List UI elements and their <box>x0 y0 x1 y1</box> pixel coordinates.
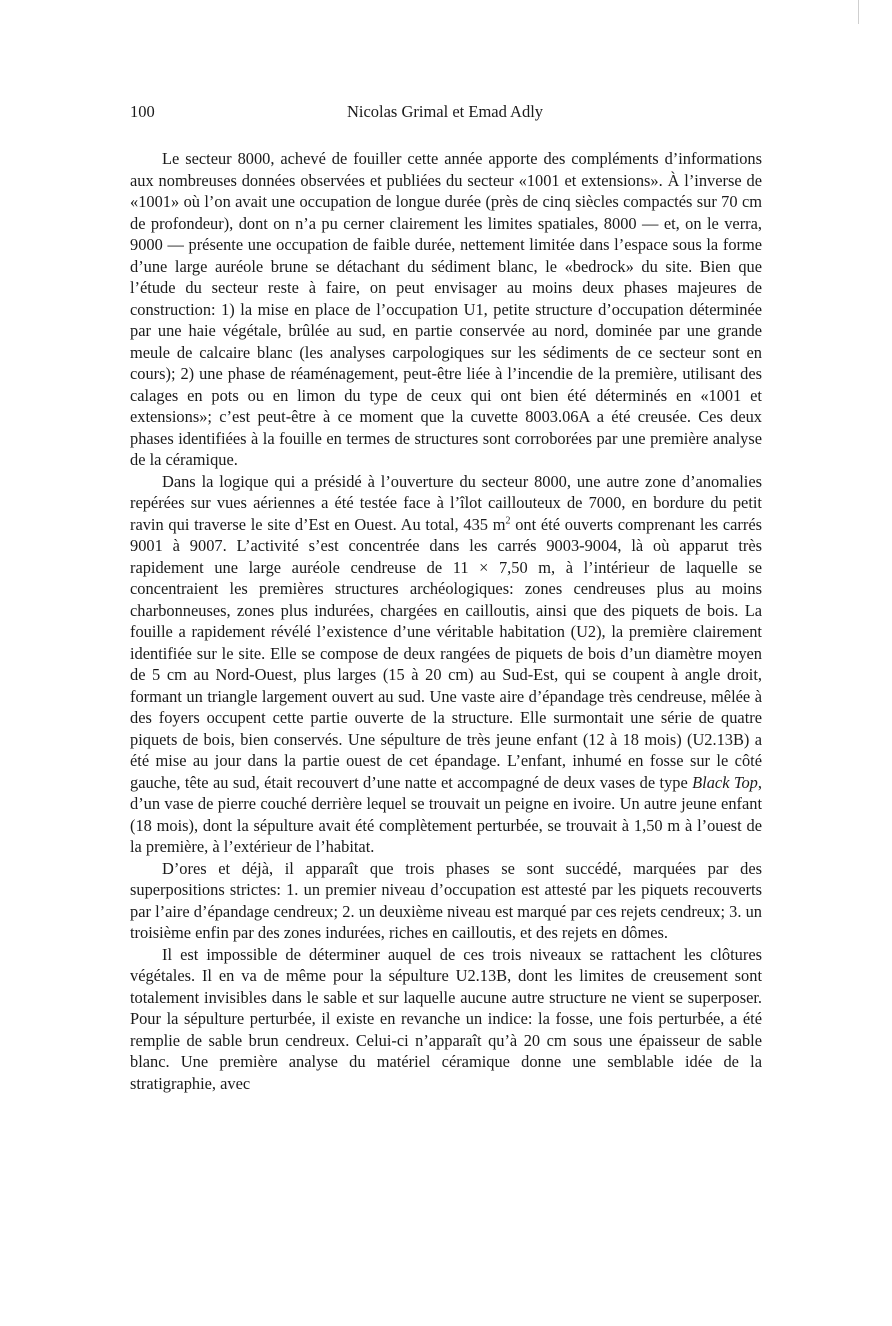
paragraph-4-text: Il est impossible de déterminer auquel de ces trois niveaux se rattachent les clôtures végétales. Il en va de même pour la sépulture U2.13B, dont les limites de creusement sont totalement invisibles dans le sable et sur laquelle aucune autre structure ne vient se superposer. Pour la sépulture perturbée, il existe en revanche un indice: la fosse, une fois perturbée, a été remplie de sable brun cendreux. Celui-ci n’apparaît qu’à 20 cm sous une épaisseur de sable blanc. Une première analyse du matériel céramique donne une semblable idée de la stratigraphie, avec <box>130 944 762 1093</box>
running-title: Nicolas Grimal et Emad Adly <box>346 102 544 121</box>
paragraph-1 <box>130 148 762 471</box>
paragraph-2-text-b: ont été ouverts comprenant les carrés 9001 à 9007. L’activité s’est concentrée dans les carrés 9003-9004, là où apparut très rapidement une large auréole cendreuse de 11 × 7,50 m, à l’intérieur de laquelle se concentraient les premières structures archéologiques: zones cendreuses plus au moins charbonneuses, zones plus indurées, chargées en cailloutis, ainsi que des piquets de bois. La fouille a rapidement révélé l’existence d’une véritable habitation (U2), la première clairement identifiée sur le site. Elle se compose de deux rangées de piquets de bois d’un diamètre moyen de 5 cm au Nord-Ouest, plus larges (15 à 20 cm) au Sud-Est, qui se coupent à angle droit, formant un triangle largement ouvert au sud. Une vaste aire d’épandage très cendreuse, mêlée à des foyers occupent cette partie ouverte de la structure. Elle surmontait une série de quatre piquets de bois, bien conservés. Une sépulture de très jeune enfant (12 à 18 mois) (U2.13B) a été mise au jour dans la partie ouest de cet épandage. L’enfant, inhumé en fosse sur le côté gauche, tête au sud, était recouvert d’une natte et accompagné de deux vases de type <box>130 514 762 792</box>
running-header <box>130 102 760 124</box>
paragraph-2 <box>130 471 762 858</box>
paragraph-2-text-c: , d’un vase de pierre couché derrière lequel se trouvait un peigne en ivoire. Un autre jeune enfant (18 mois), dont la sépulture avait été complètement perturbée, se trouvait à 1,50 m à l’ouest de la première, à l’extérieur de l’habitat. <box>130 772 762 856</box>
italic-term: Black Top <box>692 772 758 792</box>
body-text <box>130 148 762 1094</box>
paragraph-2-text-a: Dans la logique qui a présidé à l’ouverture du secteur 8000, une autre zone d’anomalies repérées sur vues aériennes a été testée face à l’îlot caillouteux de 7000, en bordure du petit ravin qui traverse le site d’Est en Ouest. Au total, 435 m <box>130 471 762 534</box>
paragraph-3-text: D’ores et déjà, il apparaît que trois phases se sont succédé, marquées par des superpositions strictes: 1. un premier niveau d’occupation est attesté par les piquets recouverts par l’aire d’épandage cendreux; 2. un deuxième niveau est marqué par ces rejets cendreux; 3. un troisième enfin par des zones indurées, riches en cailloutis, et des rejets en dômes. <box>130 858 762 942</box>
paragraph-1-text: Le secteur 8000, achevé de fouiller cette année apporte des compléments d’informations aux nombreuses données observées et publiées du secteur «1001 et extensions». À l’inverse de «1001» où l’on avait une occupation de longue durée (près de cinq siècles compactés sur 70 cm de profondeur), dont on n’a pu cerner clairement les limites spatiales, 8000 — et, on le verra, 9000 — présente une occupation de faible durée, nettement limitée dans l’espace sous la forme d’une large auréole brune se détachant du sédiment blanc, le «bedrock» du site. Bien que l’étude du secteur reste à faire, on peut envisager au moins deux phases majeures de construction: 1) la mise en place de l’occupation U1, petite structure d’occupation déterminée par une haie végétale, brûlée au sud, en partie conservée au nord, dominée par une grande meule de calcaire blanc (les analyses carpologiques sur les sédiments de ce secteur sont en cours); 2) une phase de réaménagement, peut-être liée à l’incendie de la première, utilisant des calages en pots ou en limon du type de ceux qui ont bien été déterminés en «1001 et extensions»; c’est peut-être à ce moment que la cuvette 8003.06A a été creusée. Ces deux phases identifiées à la fouille en termes de structures sont corroborées par une première analyse de la céramique. <box>130 149 762 469</box>
page-number: 100 <box>130 102 155 121</box>
paragraph-4 <box>130 944 762 1095</box>
superscript-two: 2 <box>505 515 511 527</box>
paragraph-3 <box>130 858 762 944</box>
page-edge-line <box>858 0 859 24</box>
